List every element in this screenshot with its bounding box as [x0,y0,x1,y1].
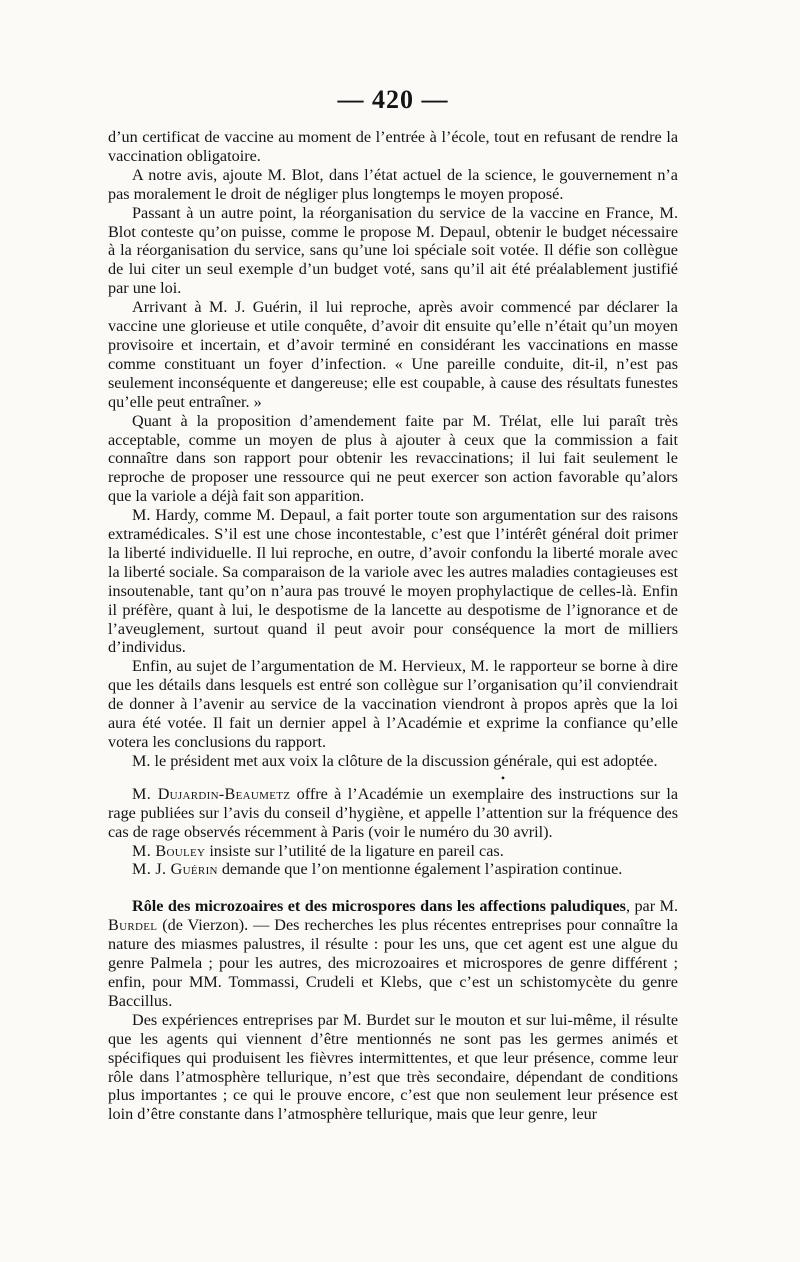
paragraph-1: d’un certificat de vaccine au moment de l’entrée à l’école, tout en refusant de rendre la vaccination obligatoire. [108,128,678,165]
announcement-2 [108,842,678,861]
paragraph-3: Passant à un autre point, la réorganisation du service de la vaccine en France, M. Blot conteste qu’on puisse, comme le propose M. Depaul, obtenir le budget nécessaire à la réorganisation du service, sans qu’une loi spéciale soit votée. Il défie son collègue de lui citer un seul exemple d’un budget voté, sans qu’il ait été préalablement justifié par une loi. [108,203,678,298]
paragraph-5: Quant à la proposition d’amendement faite par M. Trélat, elle lui paraît très acceptable, comme un moyen de plus à ajouter à ceux que la commission a fait connaître dans son rapport pour obtenir les revaccinations; il lui fait seulement le reproche de proposer une ressource qui ne peut exercer son action favorable qu’alors que la variole a déjà fait son apparition. [108,411,678,506]
announcement-1-name: M. Dujardin-Beaumetz [132,784,291,803]
ornament-dot: • [500,770,506,785]
announcement-3-text: demande que l’on mentionne également l’aspiration continue. [217,860,623,879]
announcement-2-name: M. Bouley [132,841,206,860]
article-author: Burdel [108,916,158,935]
paragraph-4: Arrivant à M. J. Guérin, il lui reproche, après avoir commencé par déclarer la vaccine une glorieuse et utile conquête, d’avoir dit ensuite qu’elle n’était qu’un moyen provisoire et incertain, et d’avoir terminé en considérant les vaccinations en masse comme constituant un foyer d’infection. « Une pareille conduite, dit-il, n’est pas seulement inconséquente et dangereuse; elle est coupable, à cause des résultats funestes qu’elle peut entraîner. » [108,298,678,411]
article-paragraph-1 [108,897,678,1010]
announcement-3-name: M. J. Guérin [132,860,218,879]
paragraph-7: Enfin, au sujet de l’argumentation de M. Hervieux, M. le rapporteur se borne à dire que les détails dans lesquels est entré son collègue sur l’organisation qu’il conviendrait de donner à l’avenir au service de la vaccination viendront à propos après que la loi aura été votée. Il fait un dernier appel à l’Académie et exprime la confiance qu’elle votera les conclusions du rapport. [108,657,678,751]
announcement-3 [108,860,678,879]
page-number: — 420 — [337,85,449,114]
paragraph-8: M. le président met aux voix la clôture de la discussion générale, qui est adoptée. [132,751,658,770]
announcement-2-text: insiste sur l’utilité de la ligature en pareil cas. [205,841,504,860]
paragraph-6: M. Hardy, comme M. Depaul, a fait porter toute son argumentation sur des raisons extramédicales. S’il est une chose incontestable, c’est que l’intérêt général doit primer la liberté individuelle. Il lui reproche, en outre, d’avoir confondu la liberté morale avec la liberté sociale. Sa comparaison de la variole avec les autres maladies contagieuses est insoutenable, tant qu’on n’aura pas trouvé le moyen prophylactique de celles-là. Enfin il préfère, quant à lui, le despotisme de la lancette au despotisme de l’ignorance et de l’aveuglement, surtout quand il peut avoir pour conséquence la mort de milliers d’individus. [108,506,678,657]
article-title: Rôle des microzoaires et des microspores dans les affections paludiques [132,897,626,916]
article-paragraph-2: Des expériences entreprises par M. Burdet sur le mouton et sur lui-même, il résulte que les agents qui viennent d’être mentionnés ne sont pas les germes animés et spécifiques qui produisent les fièvres intermittentes, et que leur présence, comme leur rôle dans l’atmosphère tellurique, n’est que très secondaire, dépendant de conditions plus importantes ; ce qui le prouve encore, c’est que non seulement leur présence est loin d’être constante dans l’atmosphère tellurique, mais que leur genre, leur [108,1010,678,1124]
paragraph-2: A notre avis, ajoute M. Blot, dans l’état actuel de la science, le gouvernement n’a pas moralement le droit de négliger plus longtemps le moyen proposé. [108,165,678,203]
announcement-1 [108,785,678,842]
article-author-prefix: , par M. [625,897,679,916]
section-gap [108,879,678,897]
announcement-1-text: offre à l’Académie un exemplaire des instructions sur la rage publiées sur l’avis du conseil d’hygiène, et appelle l’attention sur la fréquence des cas de rage observés récemment à Paris (voir le numéro du 30 avril). [108,784,679,841]
article-body: (de Vierzon). — Des recherches les plus récentes entreprises pour connaître la nature des miasmes palustres, il résulte : pour les uns, que cet agent est une algue du genre Palmela ; pour les autres, des microzoaires et microspores de genre différent ; enfin, pour MM. Tommassi, Crudeli et Klebs, que c’est un schistomycète du genre Baccillus. [108,916,678,1010]
